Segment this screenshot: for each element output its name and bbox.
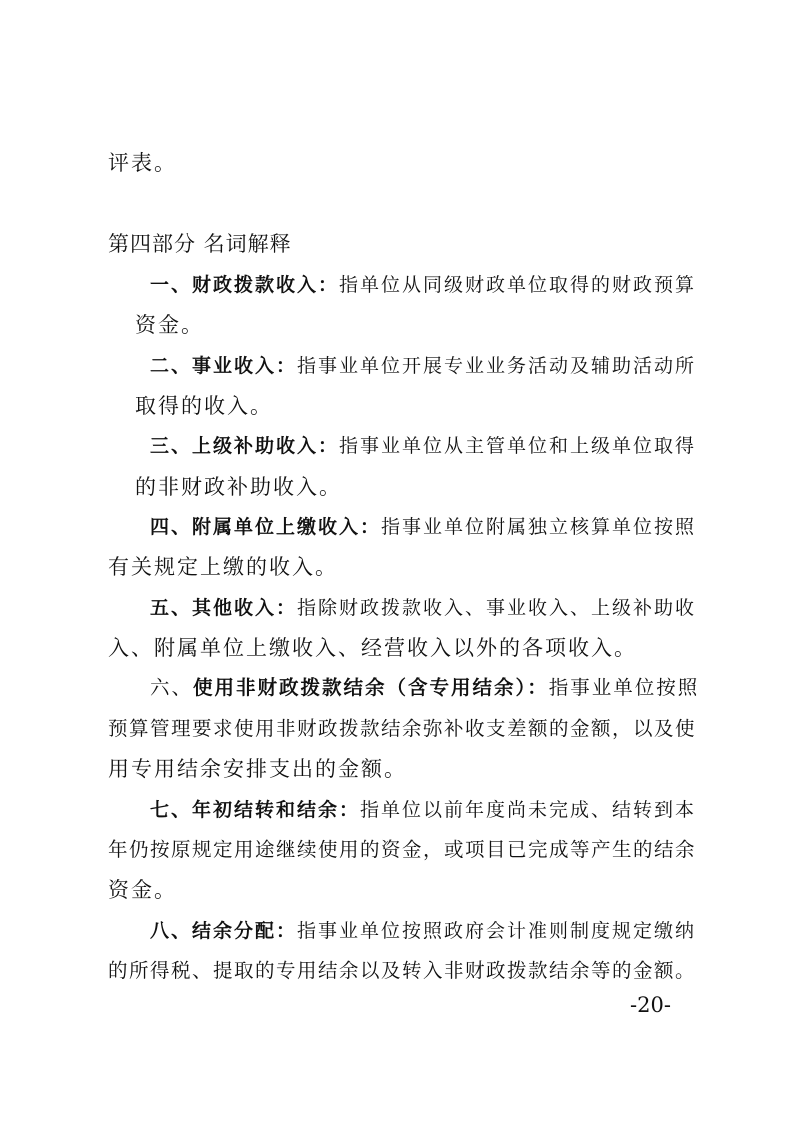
definition-term: 四、附属单位上缴收入： (150, 516, 382, 538)
definition-term: 七、年初结转和结余： (150, 799, 361, 821)
definition-text: 指单位以前年度尚未完成、结转到本 (360, 799, 697, 821)
intro-line: 评表。 (108, 151, 177, 175)
definition-text-continued: 用专用结余安排支出的金额。 (108, 757, 407, 781)
definition-text-continued: 资金。 (108, 878, 177, 902)
definition-term: 五、其他收入： (150, 597, 298, 619)
definition-item (150, 795, 696, 825)
definition-text-continued: 有关规定上缴的收入。 (108, 555, 338, 579)
definition-item (150, 270, 696, 300)
definition-item (150, 593, 696, 623)
definition-item (150, 512, 696, 542)
definition-term: 三、上级补助收入： (150, 435, 340, 457)
page-number: -20- (630, 993, 671, 1017)
definition-text: 指事业单位从主管单位和上级单位取得 (339, 435, 697, 457)
definition-prefix: 六、 (150, 676, 194, 699)
definition-text: 指除财政拨款收入、事业收入、上级补助收 (297, 597, 697, 619)
definition-text: 指事业单位按照政府会计准则制度规定缴纳 (297, 920, 697, 942)
definition-text: 指事业单位开展专业业务活动及辅助活动所 (297, 355, 697, 377)
definition-text: 指事业单位附属独立核算单位按照 (381, 516, 697, 538)
definition-text-continued: 入、附属单位上缴收入、经营收入以外的各项收入。 (108, 636, 637, 660)
definition-text-continued: 的非财政补助收入。 (135, 475, 342, 499)
definition-item (150, 431, 696, 461)
definition-text-continued: 取得的收入。 (135, 394, 273, 418)
definition-text-continued: 年仍按原规定用途继续使用的资金，或项目已完成等产生的结余 (108, 838, 697, 861)
definition-text-continued: 预算管理要求使用非财政拨款结余弥补收支差额的金额，以及使 (108, 717, 697, 740)
definition-term: 使用非财政拨款结余（含专用结余）： (193, 676, 549, 699)
definition-text: 指事业单位按照 (548, 676, 700, 699)
definition-term: 八、结余分配： (150, 920, 298, 942)
definition-item (150, 351, 696, 381)
definition-text-continued: 的所得税、提取的专用结余以及转入非财政拨款结余等的金额。 (108, 959, 697, 982)
definition-item (150, 916, 696, 946)
definition-item (150, 673, 699, 703)
definition-term: 二、事业收入： (150, 355, 298, 377)
definition-term: 一、财政拨款收入： (150, 274, 340, 296)
section-heading: 第四部分 名词解释 (108, 232, 292, 256)
definition-text: 指单位从同级财政单位取得的财政预算 (339, 274, 697, 296)
definition-text-continued: 资金。 (135, 313, 204, 337)
